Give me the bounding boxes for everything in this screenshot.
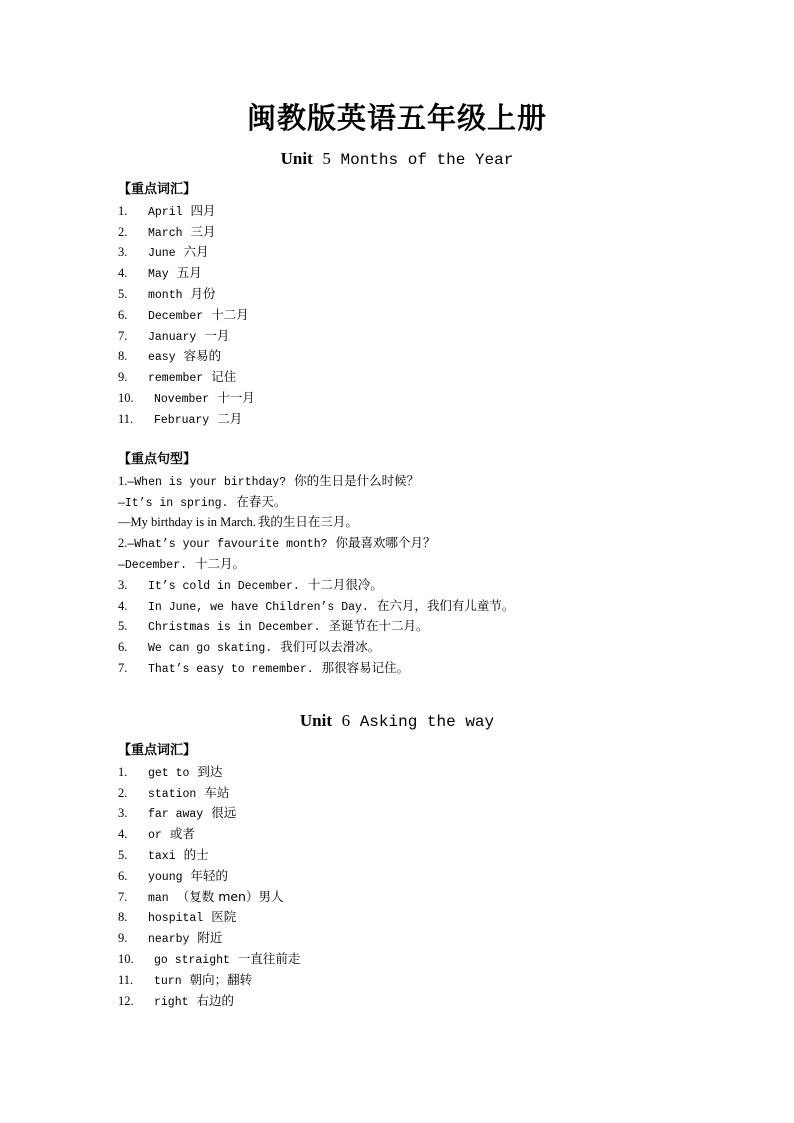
sentence-item (118, 471, 718, 492)
sentence-item (118, 533, 718, 554)
vocab-item (118, 928, 718, 949)
english-word: April (148, 205, 183, 219)
vocab-item (118, 970, 718, 991)
chinese-meaning: 车站 (204, 784, 230, 800)
item-number: 7. (118, 328, 128, 343)
chinese-translation: 我们可以去滑冰。 (280, 639, 381, 655)
vocab-item (118, 887, 718, 908)
vocab-item (118, 824, 718, 845)
unit5-name: Months of the Year (340, 151, 514, 169)
unit5-vocab-heading: 【重点词汇】 (118, 182, 197, 197)
english-word: March (148, 226, 183, 240)
unit5-sentence-list (118, 471, 718, 679)
unit5-word: Unit (280, 149, 313, 168)
chinese-meaning: 年轻的 (190, 867, 229, 883)
chinese-meaning: 附近 (197, 930, 223, 946)
english-word: June (148, 247, 176, 261)
vocab-item (118, 367, 718, 388)
unit5-title (0, 147, 794, 172)
vocab-item (118, 263, 718, 284)
english-word: right (154, 995, 189, 1009)
item-number: 7. (118, 889, 128, 904)
english-sentence: —December. (118, 558, 188, 572)
item-number: 3. (118, 577, 128, 592)
chinese-meaning: 十二月 (211, 306, 249, 322)
english-sentence: —It’s in spring. (118, 496, 229, 510)
item-number: 11. (118, 972, 134, 987)
vocab-item (118, 326, 718, 347)
sentence-item (118, 616, 718, 637)
english-sentence: It’s cold in December. (148, 579, 300, 593)
english-word: May (148, 268, 169, 282)
item-number: 9. (118, 931, 128, 946)
english-sentence: —When is your birthday? (127, 475, 287, 489)
unit6-title (0, 709, 794, 734)
sentence-item (118, 575, 718, 596)
vocab-item (118, 783, 718, 804)
item-number: 9. (118, 370, 128, 385)
english-word: easy (148, 351, 176, 365)
item-number: 10. (118, 390, 134, 405)
chinese-meaning: 四月 (190, 202, 216, 218)
english-word: get to (148, 766, 190, 780)
chinese-meaning: 十一月 (217, 389, 255, 405)
vocab-item (118, 305, 718, 326)
english-word: November (154, 392, 210, 406)
item-number: 2. (118, 224, 128, 239)
english-word: go straight (154, 953, 230, 967)
chinese-meaning: 到达 (197, 763, 223, 779)
chinese-meaning: 二月 (217, 410, 243, 426)
item-number: 8. (118, 910, 128, 925)
unit6-name: Asking the way (359, 713, 495, 731)
item-number: 2. (118, 785, 128, 800)
english-word: or (148, 829, 162, 843)
english-sentence: In June, we have Children’s Day. (148, 600, 369, 614)
chinese-meaning: 记住 (211, 369, 237, 385)
vocab-item (118, 866, 718, 887)
vocab-item (118, 991, 718, 1012)
item-number: 7. (118, 660, 128, 675)
item-number: 11. (118, 411, 134, 426)
english-word: February (154, 413, 210, 427)
chinese-translation: 在春天。 (236, 493, 287, 509)
english-sentence: We can go skating. (148, 642, 273, 656)
sentence-item (118, 512, 718, 533)
vocab-item (118, 201, 718, 222)
chinese-meaning: 容易的 (183, 348, 222, 364)
item-number: 5. (118, 619, 128, 634)
vocab-item (118, 222, 718, 243)
unit6-word: Unit (299, 711, 332, 730)
english-word: young (148, 870, 183, 884)
chinese-meaning: 右边的 (196, 992, 235, 1008)
english-word: hospital (148, 912, 204, 926)
item-number: 6. (118, 868, 128, 883)
unit6-number: 6 (341, 711, 351, 730)
item-number: 2. (118, 536, 128, 551)
item-number: 4. (118, 266, 128, 281)
english-word: far away (148, 808, 204, 822)
vocab-item (118, 762, 718, 783)
english-sentence: —My birthday is in March. (118, 515, 256, 530)
item-number: 3. (118, 245, 128, 260)
vocab-item (118, 409, 718, 430)
english-sentence: —What’s your favourite month? (127, 538, 328, 552)
vocab-item (118, 845, 718, 866)
english-word: month (148, 288, 183, 302)
english-word: January (148, 330, 197, 344)
item-number: 3. (118, 806, 128, 821)
item-number: 8. (118, 349, 128, 364)
chinese-translation: 你最喜欢哪个月？ (335, 535, 436, 551)
sentence-item (118, 637, 718, 658)
item-number: 5. (118, 847, 128, 862)
chinese-meaning: 一月 (204, 327, 230, 343)
sentence-item (118, 596, 718, 617)
sentence-item (118, 492, 718, 513)
vocab-item (118, 284, 718, 305)
chinese-translation: 你的生日是什么时候？ (294, 472, 420, 488)
item-number: 10. (118, 951, 134, 966)
chinese-meaning: 医院 (211, 909, 237, 925)
chinese-meaning: 的士 (183, 846, 209, 862)
chinese-meaning: 五月 (176, 265, 202, 281)
item-number: 5. (118, 286, 128, 301)
english-word: station (148, 787, 197, 801)
chinese-translation: 我的生日在三月。 (257, 514, 358, 530)
page-title: 闽教版英语五年级上册 (246, 101, 547, 135)
item-number: 1. (118, 764, 128, 779)
unit6-vocab-section (118, 741, 718, 1011)
chinese-meaning: 朝向；翻转 (189, 971, 253, 987)
chinese-meaning: 月份 (190, 285, 216, 301)
item-number: 12. (118, 993, 134, 1008)
unit5-number: 5 (322, 149, 331, 168)
vocab-item (118, 803, 718, 824)
item-number: 4. (118, 598, 128, 613)
chinese-translation: 十二月。 (195, 555, 246, 571)
chinese-meaning: 或者 (169, 826, 195, 842)
item-number: 1. (118, 203, 128, 218)
english-word: man (148, 891, 169, 905)
item-number: 1. (118, 473, 128, 488)
english-word: December (148, 309, 204, 323)
english-word: remember (148, 372, 204, 386)
vocab-item (118, 907, 718, 928)
unit6-vocab-heading: 【重点词汇】 (118, 743, 197, 758)
unit5-sentence-heading: 【重点句型】 (118, 452, 197, 467)
chinese-meaning: 一直往前走 (237, 950, 301, 966)
vocab-item (118, 949, 718, 970)
sentence-item (118, 658, 718, 679)
sentence-item (118, 554, 718, 575)
item-number: 6. (118, 640, 128, 655)
chinese-meaning: 很远 (211, 805, 237, 821)
vocab-item (118, 388, 718, 409)
vocab-item (118, 242, 718, 263)
unit6-vocab-list (118, 762, 718, 1012)
chinese-meaning: 三月 (190, 223, 216, 239)
item-number: 6. (118, 307, 128, 322)
chinese-translation: 十二月很冷。 (307, 576, 383, 592)
english-word: turn (154, 974, 182, 988)
english-sentence: That’s easy to remember. (148, 662, 314, 676)
chinese-meaning: （复数 men）男人 (176, 888, 284, 904)
vocab-item (118, 346, 718, 367)
chinese-translation: 在六月，我们有儿童节。 (376, 597, 515, 613)
chinese-translation: 圣诞节在十二月。 (328, 618, 429, 634)
english-word: nearby (148, 933, 190, 947)
english-sentence: Christmas is in December. (148, 621, 321, 635)
item-number: 4. (118, 827, 128, 842)
english-word: taxi (148, 849, 176, 863)
unit5-vocab-section (118, 180, 718, 430)
unit5-vocab-list (118, 201, 718, 430)
chinese-meaning: 六月 (183, 244, 209, 260)
unit5-sentence-section (118, 450, 718, 679)
chinese-translation: 那很容易记住。 (321, 659, 410, 675)
